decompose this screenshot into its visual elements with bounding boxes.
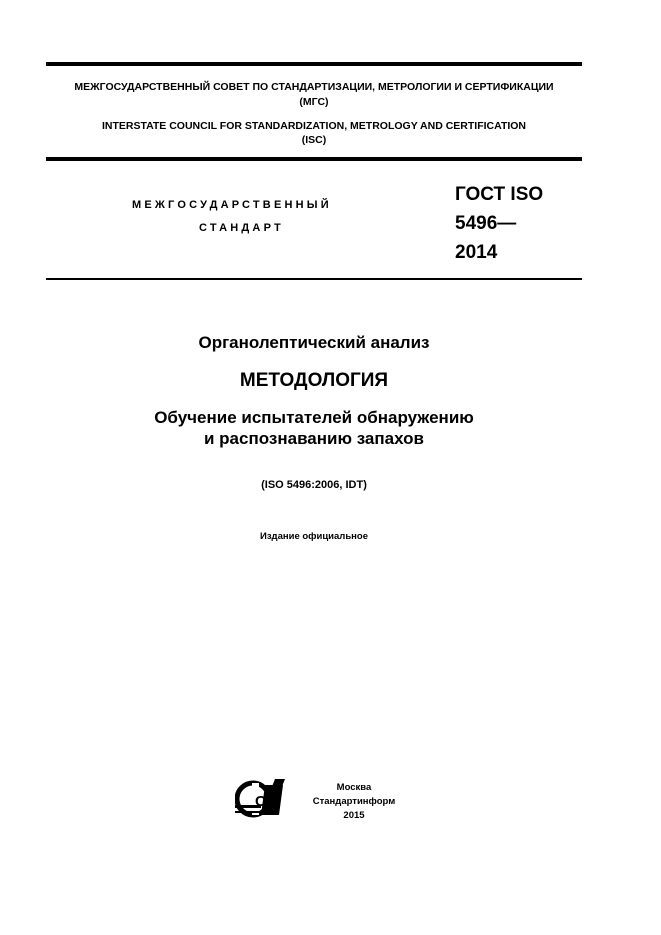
publisher-city: Москва <box>336 782 372 793</box>
gost-line-1: ГОСТ ISO <box>455 184 544 205</box>
gost-line-2: 5496— <box>455 213 517 234</box>
gost-number <box>455 180 543 267</box>
title-line-4: и распознаванию запахов <box>204 429 424 448</box>
standartinform-logo <box>235 777 287 821</box>
publisher-block <box>304 781 404 823</box>
publisher-year: 2015 <box>343 810 365 821</box>
logo-text: СИ <box>255 793 277 810</box>
header-bottom-rule <box>46 278 582 280</box>
council-ru-name: МЕЖГОСУДАРСТВЕННЫЙ СОВЕТ ПО СТАНДАРТИЗАЦИИ, МЕТРОЛОГИИ И СЕРТИФИКАЦИИ <box>74 81 554 93</box>
council-en-name: INTERSTATE COUNCIL FOR STANDARDIZATION, METROLOGY AND CERTIFICATION <box>101 120 527 132</box>
publisher-name: Стандартинформ <box>312 796 396 807</box>
top-rule <box>46 62 582 66</box>
title-line-3: Обучение испытателей обнаружению <box>154 408 474 427</box>
council-bottom-rule <box>46 157 582 161</box>
logo-icon <box>235 777 287 821</box>
council-ru-abbr: (МГС) <box>299 96 329 108</box>
council-en-abbr: (ISC) <box>301 134 327 146</box>
title-main: МЕТОДОЛОГИЯ <box>239 370 389 391</box>
title-subject: Органолептический анализ <box>198 333 430 352</box>
edition-label: Издание официальное <box>260 531 368 542</box>
standard-label: СТАНДАРТ <box>199 222 284 234</box>
gost-line-3: 2014 <box>455 242 498 263</box>
iso-reference: (ISO 5496:2006, IDT) <box>261 479 367 491</box>
interstate-label: МЕЖГОСУДАРСТВЕННЫЙ <box>132 199 332 211</box>
